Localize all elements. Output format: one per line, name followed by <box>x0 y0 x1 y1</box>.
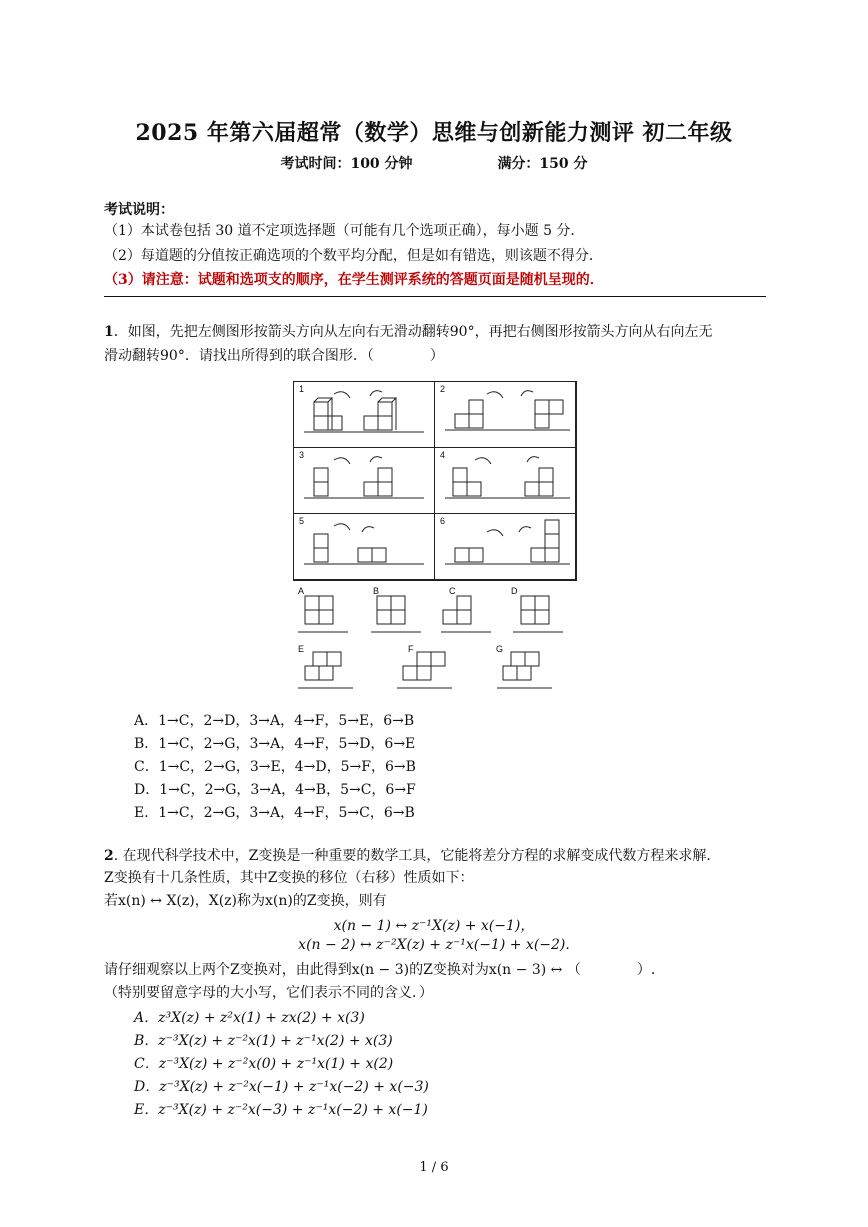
q1-text1: ．如图，先把左侧图形按箭头方向从左向右无滑动翻转90°，再把右侧图形按箭头方向从右向左无 <box>113 324 713 340</box>
figure-cell-5 <box>294 514 435 580</box>
divider <box>104 296 766 297</box>
cell-label: 2 <box>440 384 446 394</box>
instruction-3: （3）请注意：试题和选项支的顺序，在学生测评系统的答题页面是随机呈现的． <box>104 272 604 288</box>
figure-cell-3 <box>294 448 435 514</box>
exam-time: 考试时间：100 分钟 <box>280 156 413 172</box>
q2-line4: 请仔细观察以上两个Z变换对，由此得到x(n − 3)的Z变换对为x(n − 3) ↔ （ ）. <box>104 962 656 978</box>
q2-line1 <box>104 845 720 868</box>
q2-number: 2 <box>104 848 114 864</box>
q2-option-d[interactable]: D．z⁻³X(z) + z⁻²x(−1) + z⁻¹x(−2) + x(−3) <box>134 1079 429 1095</box>
q2-option-a[interactable]: A．z³X(z) + z²x(1) + zx(2) + x(3) <box>134 1010 365 1026</box>
cell-label: 6 <box>440 516 446 526</box>
q1-option-e[interactable]: E．1→C，2→G，3→A，4→F，5→C，6→B <box>134 805 415 821</box>
q2-line3: 若x(n) ↔ X(z)，X(z)称为x(n)的Z变换，则有 <box>104 893 387 909</box>
q1-option-d[interactable]: D．1→C，2→G，3→A，4→B，5→C，6→F <box>134 782 416 798</box>
q2-formula-2: x(n − 2) ↔ z⁻²X(z) + z⁻¹x(−1) + x(−2). <box>298 937 570 953</box>
q1-option-b[interactable]: B．1→C，2→G，3→A，4→F，5→D，6→E <box>134 736 416 752</box>
cubes-figure <box>435 514 576 580</box>
q1-figure-grid <box>293 381 577 581</box>
cell-label: 1 <box>299 384 305 394</box>
cubes-figure <box>294 448 435 514</box>
cubes-figure <box>294 382 435 448</box>
q1-line2: 滑动翻转90°．请找出所得到的联合图形．（ ） <box>104 348 444 364</box>
choice-label-e: E <box>298 644 305 654</box>
q2-line2: Z变换有十几条性质，其中Z变换的移位（右移）性质如下： <box>104 870 474 886</box>
instruction-1: （1）本试卷包括 30 道不定项选择题（可能有几个选项正确），每小题 5 分． <box>104 223 585 239</box>
q1-option-a[interactable]: A．1→C，2→D，3→A，4→F，5→E，6→B <box>134 713 415 729</box>
page-number: 1 / 6 <box>419 1160 449 1175</box>
exam-score: 满分：150 分 <box>497 156 588 172</box>
page-title: 2025 年第六届超常（数学）思维与创新能力测评 初二年级 <box>135 120 733 146</box>
choice-figures <box>293 584 583 694</box>
q1-option-c[interactable]: C．1→C，2→G，3→E，4→D，5→F，6→B <box>134 759 416 775</box>
exam-meta <box>0 153 868 173</box>
choice-label-g: G <box>496 644 504 654</box>
cubes-figure <box>435 382 576 448</box>
cell-label: 4 <box>440 450 446 460</box>
figure-cell-6 <box>435 514 576 580</box>
cubes-figure <box>294 514 435 580</box>
q2-text1: . 在现代科学技术中，Z变换是一种重要的数学工具，它能将差分方程的求解变成代数方程来求解． <box>113 848 721 864</box>
instruction-2: （2）每道题的分值按正确选项的个数平均分配，但是如有错选，则该题不得分． <box>104 248 603 264</box>
choice-label-c: C <box>449 586 456 596</box>
choice-label-b: B <box>373 586 380 596</box>
q1-choices <box>293 584 583 694</box>
cell-label: 5 <box>299 516 305 526</box>
q2-formula-1: x(n − 1) ↔ z⁻¹X(z) + x(−1)， <box>333 918 535 934</box>
q2-option-e[interactable]: E．z⁻³X(z) + z⁻²x(−3) + z⁻¹x(−2) + x(−1) <box>134 1102 428 1118</box>
q2-option-b[interactable]: B．z⁻³X(z) + z⁻²x(1) + z⁻¹x(2) + x(3) <box>134 1033 393 1049</box>
cubes-figure <box>435 448 576 514</box>
q2-line5: （特别要留意字母的大小写，它们表示不同的含义．） <box>104 985 433 1001</box>
q2-option-c[interactable]: C．z⁻³X(z) + z⁻²x(0) + z⁻¹x(1) + x(2) <box>134 1056 394 1072</box>
cell-label: 3 <box>299 450 305 460</box>
q1-line1 <box>104 321 713 344</box>
figure-cell-4 <box>435 448 576 514</box>
figure-cell-2 <box>435 382 576 448</box>
choice-label-f: F <box>408 644 414 654</box>
choice-label-a: A <box>298 586 305 596</box>
instructions-heading: 考试说明： <box>104 202 174 218</box>
figure-cell-1 <box>294 382 435 448</box>
choice-label-d: D <box>511 586 518 596</box>
q1-number: 1 <box>104 324 114 340</box>
